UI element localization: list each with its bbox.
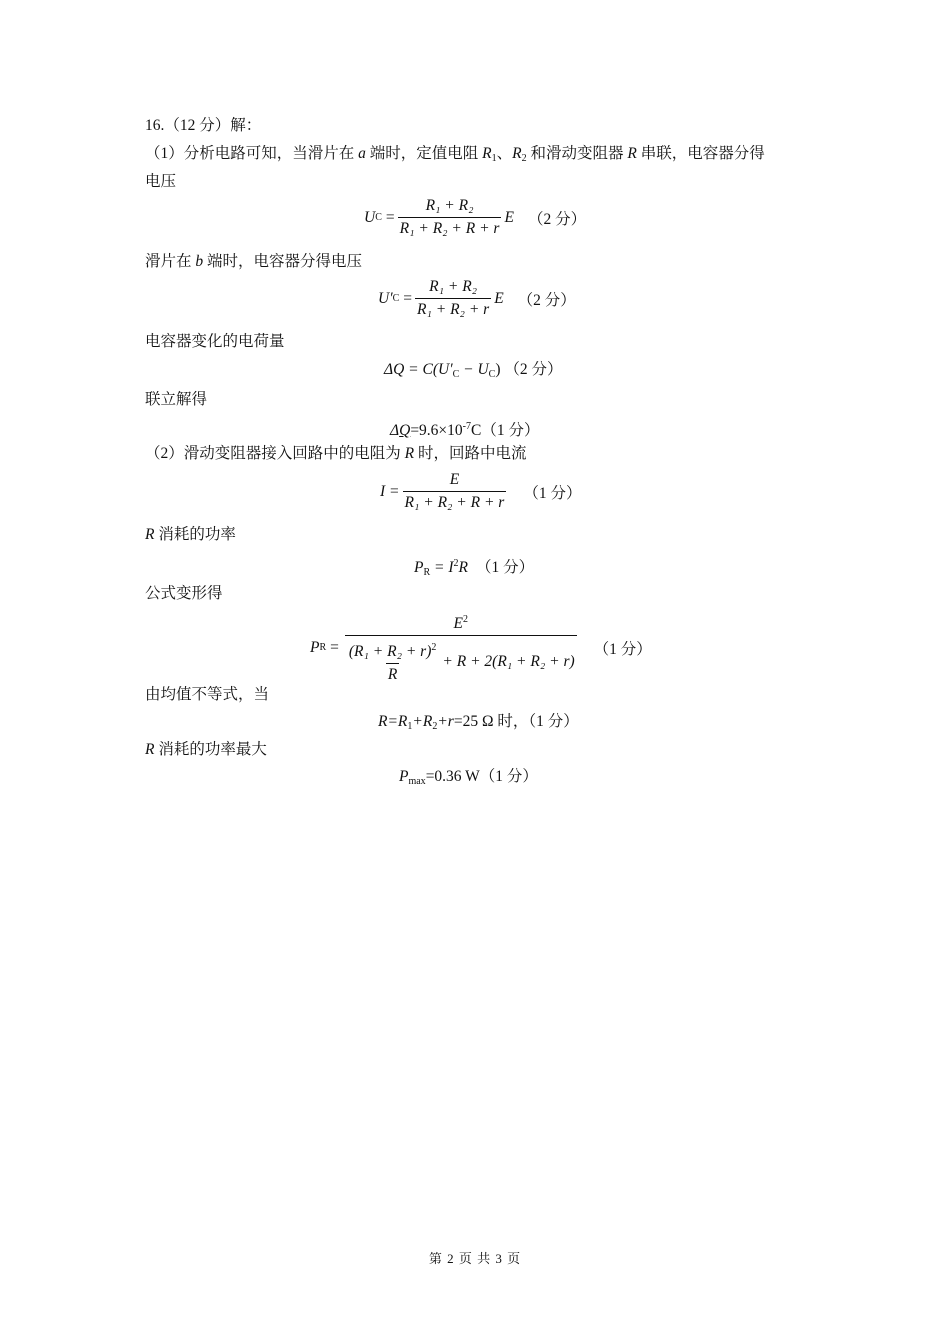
fraction-current: $\frac{E}{\text{R₁ + R₂ + R + r}}$ bbox=[404, 471, 505, 511]
score-eq1: （2 分） bbox=[527, 210, 587, 228]
max-power-text: R 消耗的功率最大 bbox=[145, 741, 267, 758]
part2-intro: （2）滑动变阻器接入回路中的电阻为 R 时，回路中电流 bbox=[145, 445, 527, 462]
score-eq2: （2 分） bbox=[517, 291, 576, 309]
solve-text: 联立解得 bbox=[145, 391, 208, 408]
problem-header: 16.（12 分）解： bbox=[145, 117, 262, 134]
pmax-result: $P_{max}=0.36$ W（1 分） bbox=[399, 768, 538, 787]
part1-intro-line2: 电压 bbox=[145, 173, 177, 190]
equation-power-transformed: P R = $E^2$ $\frac{(R_1 + R_2 + r)^2}{R}$ + R + 2(R₁ + R₂ + r) （1 分） bbox=[310, 611, 652, 684]
fraction-inner: $\frac{(R_1 + R_2 + r)^2}{R}$ bbox=[348, 642, 437, 683]
score-eq4: （1 分） bbox=[523, 484, 582, 502]
fraction-uc: $\frac{\text{R₁ + R₂}}{\text{R₁ + R₂ + R + r}}$ bbox=[399, 197, 500, 237]
score-eq6: （1 分） bbox=[593, 640, 652, 658]
power-text: R 消耗的功率 bbox=[145, 526, 236, 543]
equation-delta-q: $\Delta Q = C(U'_C - U_C)$ （2 分） bbox=[384, 361, 563, 380]
equation-uc-prime: U′ C = $\frac{\text{R₁ + R₂}}{\text{R₁ + R₂ + r}}$ E （2 分） bbox=[378, 278, 576, 318]
delta-q-result: $\Delta Q=9.6\times 10^{-7}C(1$ 分） bbox=[390, 421, 540, 439]
inequality-text: 由均值不等式，当 bbox=[145, 686, 270, 703]
slider-b-text: 滑片在 b 端时，电容器分得电压 bbox=[145, 253, 363, 270]
score-eq3: （2 分） bbox=[504, 361, 563, 378]
page-number: 第 2 页 共 3 页 bbox=[428, 1251, 522, 1266]
charge-text: 电容器变化的电荷量 bbox=[145, 333, 285, 350]
condition: $R=R_1+R_2+r=25$ Ω 时，（1 分） bbox=[378, 713, 579, 732]
score-result: （1 分） bbox=[481, 422, 540, 439]
fraction-power: $E^2$ $\frac{(R_1 + R_2 + r)^2}{R}$ + R + 2(R₁ + R₂ + r) bbox=[345, 611, 577, 684]
transform-text: 公式变形得 bbox=[145, 585, 223, 602]
fraction-uc-prime: $\frac{\text{R₁ + R₂}}{\text{R₁ + R₂ + r}}$ bbox=[417, 278, 490, 318]
part1-intro: （1）分析电路可知，当滑片在 a 端时，定值电阻 $R_1$、$R_2$ 和滑动变阻器 R 串联，电容器分得 bbox=[145, 145, 765, 164]
equation-power: $P_R = I^2R$ （1 分） bbox=[414, 558, 535, 578]
equation-uc: U C = $\frac{\text{R₁ + R₂}}{\text{R₁ + R₂ + R + r}}$ E （2 分） bbox=[364, 197, 587, 237]
equation-current: I = $\frac{E}{\text{R₁ + R₂ + R + r}}$ （1 分） bbox=[380, 471, 582, 511]
score-eq5: （1 分） bbox=[475, 559, 535, 576]
